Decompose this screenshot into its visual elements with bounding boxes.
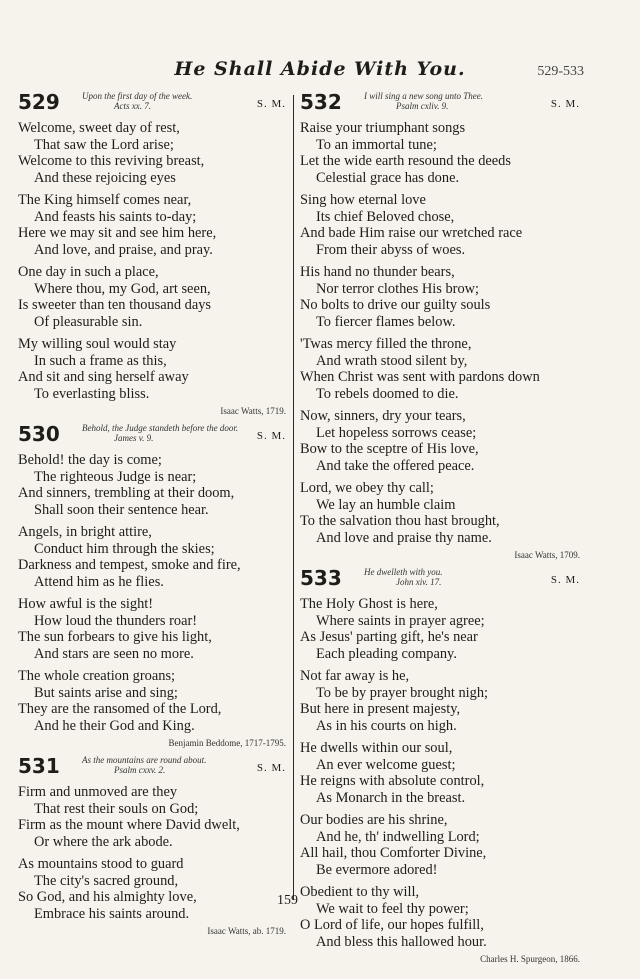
- verse-line: That rest their souls on God;: [34, 800, 199, 817]
- stanza: [18, 120, 286, 186]
- verse-line: O Lord of life, our hopes fulfill,: [300, 917, 484, 933]
- verse-line: And feasts his saints to-day;: [34, 208, 197, 225]
- stanza: [18, 784, 286, 850]
- verse-line: Be evermore adored!: [316, 861, 438, 878]
- hymn-meter: S. M.: [550, 98, 580, 110]
- hymn-number: 529: [18, 90, 60, 114]
- stanza: [300, 192, 580, 258]
- verse-line: As Monarch in the breast.: [316, 789, 466, 806]
- stanza: [300, 264, 580, 330]
- verse-line: And stars are seen no more.: [34, 645, 194, 662]
- scripture-reference: Psalm cxxv. 2.: [114, 765, 166, 775]
- stanza: [300, 740, 580, 806]
- verse-line: And bless this hallowed hour.: [316, 933, 487, 950]
- verse-line: One day in such a place,: [18, 264, 159, 280]
- verse-line: Is sweeter than ten thousand days: [18, 297, 212, 313]
- stanza: [18, 336, 286, 402]
- verse-line: The righteous Judge is near;: [34, 468, 197, 485]
- verse-line: Welcome to this reviving breast,: [18, 153, 205, 169]
- verse-line: How awful is the sight!: [18, 596, 154, 612]
- verse-line: And love, and praise, and pray.: [34, 241, 213, 258]
- column-right: [300, 90, 580, 970]
- hymn-meter: S. M.: [550, 574, 580, 586]
- hymn-meter: S. M.: [256, 98, 286, 110]
- verse-line: Our bodies are his shrine,: [300, 812, 448, 828]
- verse-line: Darkness and tempest, smoke and fire,: [18, 557, 241, 573]
- verse-line: Bow to the sceptre of His love,: [300, 441, 479, 457]
- verse-line: Celestial grace has done.: [316, 169, 460, 186]
- stanza: [18, 856, 286, 922]
- verse-line: To fiercer flames below.: [316, 313, 456, 330]
- verse-line: No bolts to drive our guilty souls: [300, 297, 491, 313]
- page-number: 159: [277, 893, 298, 908]
- hymn-theme: As the mountains are round about.: [82, 755, 207, 765]
- verse-line: And he, th' indwelling Lord;: [316, 828, 480, 845]
- stanza: [300, 120, 580, 186]
- verse-line: And wrath stood silent by,: [316, 352, 468, 369]
- verse-line: Let the wide earth resound the deeds: [300, 153, 511, 169]
- verse-line: In such a frame as this,: [34, 352, 167, 369]
- verse-line: And bade Him raise our wretched race: [300, 225, 523, 241]
- stanza: [300, 408, 580, 474]
- verse-line: Where thou, my God, art seen,: [34, 280, 211, 297]
- hymn-header: [18, 422, 286, 452]
- hymn-header: [300, 566, 580, 596]
- hymn-meter: S. M.: [256, 430, 286, 442]
- verse-line: How loud the thunders roar!: [34, 612, 198, 629]
- verse-line: Of pleasurable sin.: [34, 313, 143, 330]
- verse-line: And take the offered peace.: [316, 457, 475, 474]
- verse-line: Where saints in prayer agree;: [316, 612, 485, 629]
- verse-line: That saw the Lord arise;: [34, 136, 174, 153]
- verse-line: Here we may sit and see him here,: [18, 225, 217, 241]
- stanza: [18, 452, 286, 518]
- stanza: [18, 524, 286, 590]
- verse-line: The Holy Ghost is here,: [300, 596, 438, 612]
- verse-line: Now, sinners, dry your tears,: [300, 408, 466, 424]
- verse-line: Obedient to thy will,: [300, 884, 420, 900]
- verse-line: To the salvation thou hast brought,: [300, 513, 500, 529]
- verse-line: Behold! the day is come;: [18, 452, 162, 468]
- stanza: [300, 668, 580, 734]
- scripture-reference: John xiv. 17.: [396, 577, 442, 587]
- stanza: [300, 596, 580, 662]
- verse-line: Lord, we obey thy call;: [300, 480, 434, 496]
- hymn-theme: Upon the first day of the week.: [82, 91, 193, 101]
- verse-line: Raise your triumphant songs: [300, 120, 466, 136]
- hymn-number: 533: [300, 566, 342, 590]
- verse-line: Firm and unmoved are they: [18, 784, 178, 800]
- verse-line: Attend him as he flies.: [34, 573, 164, 590]
- hymn-author: Benjamin Beddome, 1717-1795.: [168, 738, 286, 748]
- verse-line: They are the ransomed of the Lord,: [18, 701, 222, 717]
- verse-line: We lay an humble claim: [316, 496, 456, 513]
- verse-line: When Christ was sent with pardons down: [300, 369, 540, 385]
- hymn-header: [300, 90, 580, 120]
- stanza: [300, 336, 580, 402]
- verse-line: So God, and his almighty love,: [18, 889, 197, 905]
- verse-line: But here in present majesty,: [300, 701, 461, 717]
- column-divider: [293, 95, 294, 900]
- verse-line: Conduct him through the skies;: [34, 540, 215, 557]
- verse-line: Let hopeless sorrows cease;: [316, 424, 477, 441]
- scripture-reference: Acts xx. 7.: [114, 101, 151, 111]
- verse-line: 'Twas mercy filled the throne,: [300, 336, 472, 352]
- hymn-author: Isaac Watts, 1719.: [220, 406, 286, 416]
- hymn-author: Isaac Watts, ab. 1719.: [207, 926, 286, 936]
- verse-line: Each pleading company.: [316, 645, 457, 662]
- verse-line: And sit and sing herself away: [18, 369, 189, 385]
- verse-line: Embrace his saints around.: [34, 905, 190, 922]
- hymn-theme: He dwelleth with you.: [364, 567, 443, 577]
- verse-line: As Jesus' parting gift, he's near: [300, 629, 478, 645]
- verse-line: To an immortal tune;: [316, 136, 437, 153]
- stanza: [18, 596, 286, 662]
- hymn-author: Isaac Watts, 1709.: [514, 550, 580, 560]
- verse-line: To be by prayer brought nigh;: [316, 684, 489, 701]
- verse-line: But saints arise and sing;: [34, 684, 178, 701]
- stanza: [300, 884, 580, 950]
- verse-line: All hail, thou Comforter Divine,: [300, 845, 487, 861]
- hymn-meter: S. M.: [256, 762, 286, 774]
- stanza: [300, 812, 580, 878]
- hymn-532: [300, 90, 580, 560]
- stanza: [18, 264, 286, 330]
- verse-line: The whole creation groans;: [18, 668, 176, 684]
- header-title: He Shall Abide With You.: [174, 58, 466, 80]
- verse-line: Not far away is he,: [300, 668, 410, 684]
- verse-line: And love and praise thy name.: [316, 529, 492, 546]
- verse-line: To everlasting bliss.: [34, 385, 150, 402]
- hymn-author: Charles H. Spurgeon, 1866.: [480, 954, 580, 964]
- verse-line: Or where the ark abode.: [34, 833, 173, 850]
- verse-line: From their abyss of woes.: [316, 241, 466, 258]
- verse-line: Firm as the mount where David dwelt,: [18, 817, 240, 833]
- hymn-529: [18, 90, 286, 416]
- verse-line: As mountains stood to guard: [18, 856, 184, 872]
- verse-line: We wait to feel thy power;: [316, 900, 469, 917]
- scripture-reference: James v. 9.: [114, 433, 154, 443]
- hymn-number: 532: [300, 90, 342, 114]
- verse-line: My willing soul would stay: [18, 336, 177, 352]
- hymn-533: [300, 566, 580, 964]
- verse-line: And he their God and King.: [34, 717, 195, 734]
- stanza: [300, 480, 580, 546]
- verse-line: And these rejoicing eyes: [34, 169, 176, 186]
- hymn-theme: Behold, the Judge standeth before the door.: [82, 423, 239, 433]
- verse-line: Sing how eternal love: [300, 192, 426, 208]
- hymn-header: [18, 90, 286, 120]
- verse-line: Shall soon their sentence hear.: [34, 501, 209, 518]
- verse-line: The King himself comes near,: [18, 192, 192, 208]
- verse-line: Angels, in bright attire,: [18, 524, 152, 540]
- hymn-531: [18, 754, 286, 936]
- stanza: [18, 668, 286, 734]
- column-left: [18, 90, 286, 942]
- verse-line: His hand no thunder bears,: [300, 264, 455, 280]
- verse-line: As in his courts on high.: [316, 717, 457, 734]
- hymn-number: 531: [18, 754, 60, 778]
- verse-line: The city's sacred ground,: [34, 872, 179, 889]
- hymn-theme: I will sing a new song unto Thee.: [364, 91, 483, 101]
- verse-line: He reigns with absolute control,: [300, 773, 485, 789]
- hymn-530: [18, 422, 286, 748]
- verse-line: An ever welcome guest;: [316, 756, 456, 773]
- verse-line: And sinners, trembling at their doom,: [18, 485, 235, 501]
- verse-line: Its chief Beloved chose,: [316, 208, 455, 225]
- verse-line: The sun forbears to give his light,: [18, 629, 212, 645]
- verse-line: To rebels doomed to die.: [316, 385, 459, 402]
- hymn-header: [18, 754, 286, 784]
- verse-line: He dwells within our soul,: [300, 740, 453, 756]
- page-range: 529-533: [537, 64, 584, 79]
- verse-line: Nor terror clothes His brow;: [316, 280, 480, 297]
- scripture-reference: Psalm cxliv. 9.: [396, 101, 449, 111]
- verse-line: Welcome, sweet day of rest,: [18, 120, 180, 136]
- stanza: [18, 192, 286, 258]
- hymn-number: 530: [18, 422, 60, 446]
